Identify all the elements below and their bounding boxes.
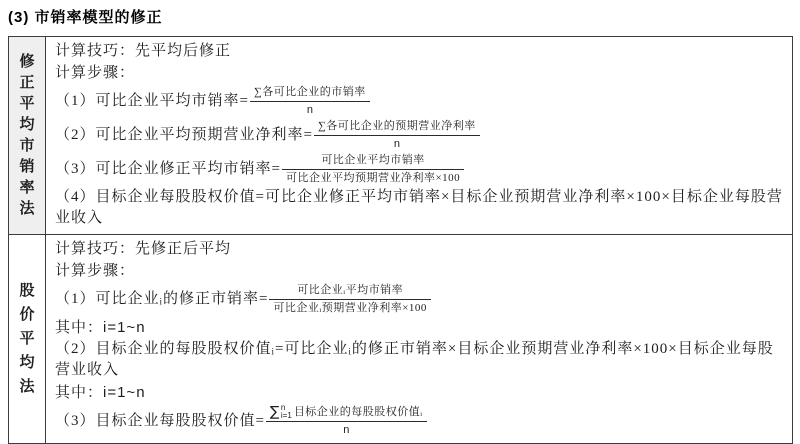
- page-title: (3) 市销率模型的修正: [8, 9, 163, 26]
- fraction: [250, 85, 370, 118]
- steps-label: 计算步骤：: [55, 263, 136, 279]
- fraction: [282, 153, 464, 186]
- method-name: 修正平均市销率法: [19, 53, 35, 217]
- fraction-numerator: [266, 404, 427, 422]
- formula-prefix: （1）可比企业平均市销率=: [55, 93, 249, 109]
- steps-label: 计算步骤：: [55, 65, 136, 81]
- summation-limits: [281, 404, 292, 420]
- row-header-cell: [9, 235, 46, 444]
- step-1-formula: [55, 85, 784, 118]
- formula-prefix: （2）可比企业平均预期营业净利率=: [55, 127, 313, 143]
- range-note: 其中：i=1~n: [55, 319, 146, 336]
- content-cell: [46, 235, 793, 444]
- fraction-denominator: n: [393, 138, 400, 150]
- step-4-text: （4）目标企业每股股权价值=可比企业修正平均市销率×目标企业预期营业净利率×100×目标企业每股营业收入: [55, 189, 783, 226]
- method-name: 股价平均法: [19, 283, 35, 395]
- fraction-numerator: ∑各可比企业的市销率: [250, 85, 370, 102]
- range-note: 其中：i=1~n: [55, 384, 146, 401]
- sigma-icon: ∑: [269, 404, 280, 420]
- formula-prefix: （3）可比企业修正平均市销率=: [55, 161, 281, 177]
- table-row-share-price-average-method: [9, 235, 793, 444]
- fraction-denominator: 可比企业ᵢ预期营业净利率×100: [273, 302, 427, 314]
- row-header-cell: [9, 37, 46, 235]
- fraction-numerator-text: 目标企业的每股股权价值ᵢ: [293, 405, 423, 418]
- tip-line: 计算技巧：先平均后修正: [55, 43, 232, 59]
- formula-prefix: （3）目标企业每股股权价值=: [55, 412, 265, 429]
- fraction-denominator: n: [306, 104, 313, 116]
- step-1-formula: [55, 283, 784, 316]
- sum-lower-limit: i=1: [280, 411, 292, 420]
- fraction: [269, 283, 431, 316]
- summation-symbol: [270, 404, 292, 420]
- formula-prefix: （1）可比企业ᵢ的修正市销率=: [55, 291, 269, 307]
- content-cell: [46, 37, 793, 235]
- fraction-denominator: n: [343, 424, 350, 436]
- tip-line: 计算技巧：先修正后平均: [55, 241, 232, 257]
- fraction-numerator: 可比企业ᵢ平均市销率: [269, 283, 431, 300]
- step-3-formula: [55, 153, 784, 186]
- step-2-formula: [55, 119, 784, 152]
- method-table: [8, 36, 793, 444]
- table-row-modified-average-method: [9, 37, 793, 235]
- fraction: [314, 119, 480, 152]
- fraction-numerator: ∑各可比企业的预期营业净利率: [314, 119, 480, 136]
- fraction-denominator: 可比企业平均预期营业净利率×100: [285, 172, 461, 184]
- fraction-numerator: 可比企业平均市销率: [282, 153, 464, 170]
- step-2-text: （2）目标企业的每股股权价值ᵢ=可比企业ᵢ的修正市销率×目标企业预期营业净利率×100×目标企业每股营业收入: [55, 341, 774, 378]
- sum-upper-limit: n: [280, 403, 286, 412]
